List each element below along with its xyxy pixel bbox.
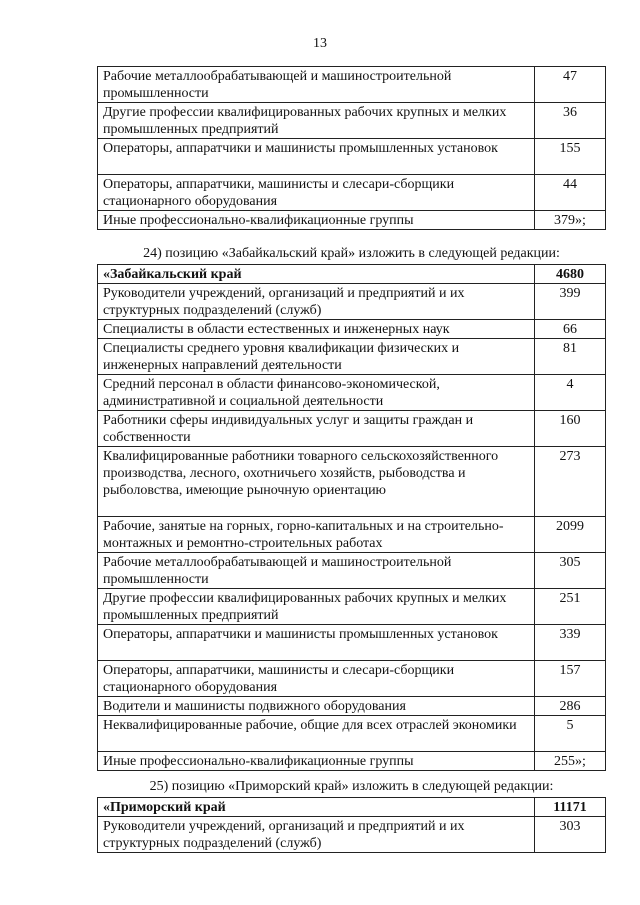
row-label: Водители и машинисты подвижного оборудования xyxy=(98,697,535,716)
row-value: 379»; xyxy=(535,211,606,230)
table-row xyxy=(98,211,606,230)
row-value: 36 xyxy=(535,103,606,139)
row-value: 47 xyxy=(535,67,606,103)
table-row xyxy=(98,175,606,211)
row-value: 66 xyxy=(535,320,606,339)
row-value: 155 xyxy=(535,139,606,175)
region-name: «Забайкальский край xyxy=(98,265,535,284)
row-label: Специалисты среднего уровня квалификации физических и инженерных направлений деятельности xyxy=(98,339,535,375)
row-label: Средний персонал в области финансово-экономической, административной и социальной деятельности xyxy=(98,375,535,411)
row-value: 157 xyxy=(535,661,606,697)
table-row xyxy=(98,103,606,139)
row-label: Иные профессионально-квалификационные группы xyxy=(98,752,535,771)
row-value: 286 xyxy=(535,697,606,716)
region-total: 4680 xyxy=(535,265,606,284)
row-label: Специалисты в области естественных и инженерных наук xyxy=(98,320,535,339)
table-row xyxy=(98,339,606,375)
row-value: 81 xyxy=(535,339,606,375)
row-label: Квалифицированные работники товарного сельскохозяйственного производства, лесного, охотничьего хозяйств, рыбоводства и рыболовства, имеющие рыночную ориентацию xyxy=(98,447,535,517)
table-row xyxy=(98,375,606,411)
row-value: 44 xyxy=(535,175,606,211)
row-value: 4 xyxy=(535,375,606,411)
table-row xyxy=(98,320,606,339)
row-value: 305 xyxy=(535,553,606,589)
table-row xyxy=(98,817,606,853)
row-value: 251 xyxy=(535,589,606,625)
row-label: Рабочие, занятые на горных, горно-капитальных и на строительно-монтажных и ремонтно-строительных работах xyxy=(98,517,535,553)
table-row xyxy=(98,553,606,589)
table-primorsky xyxy=(97,797,606,853)
table-header-row xyxy=(98,798,606,817)
table-row xyxy=(98,752,606,771)
region-name: «Приморский край xyxy=(98,798,535,817)
row-value: 2099 xyxy=(535,517,606,553)
row-value: 339 xyxy=(535,625,606,661)
table-zabaikalsky xyxy=(97,264,606,771)
table-row xyxy=(98,716,606,752)
table-row xyxy=(98,661,606,697)
table-header-row xyxy=(98,265,606,284)
row-label: Неквалифицированные рабочие, общие для всех отраслей экономики xyxy=(98,716,535,752)
row-label: Иные профессионально-квалификационные группы xyxy=(98,211,535,230)
row-label: Работники сферы индивидуальных услуг и защиты граждан и собственности xyxy=(98,411,535,447)
row-label: Операторы, аппаратчики, машинисты и слесари-сборщики стационарного оборудования xyxy=(98,661,535,697)
row-label: Руководители учреждений, организаций и предприятий и их структурных подразделений (служб) xyxy=(98,817,535,853)
paragraph-24: 24) позицию «Забайкальский край» изложить в следующей редакции: xyxy=(143,246,560,261)
row-label: Другие профессии квалифицированных рабочих крупных и мелких промышленных предприятий xyxy=(98,103,535,139)
page-number: 13 xyxy=(313,36,327,51)
row-value: 303 xyxy=(535,817,606,853)
table-continuation xyxy=(97,66,606,230)
row-value: 399 xyxy=(535,284,606,320)
table-row xyxy=(98,517,606,553)
row-label: Операторы, аппаратчики и машинисты промышленных установок xyxy=(98,139,535,175)
paragraph-25: 25) позицию «Приморский край» изложить в следующей редакции: xyxy=(149,779,554,794)
table-row xyxy=(98,625,606,661)
row-value: 160 xyxy=(535,411,606,447)
table-row xyxy=(98,67,606,103)
row-label: Другие профессии квалифицированных рабочих крупных и мелких промышленных предприятий xyxy=(98,589,535,625)
table-row xyxy=(98,284,606,320)
row-label: Рабочие металлообрабатывающей и машиностроительной промышленности xyxy=(98,553,535,589)
row-label: Операторы, аппаратчики и машинисты промышленных установок xyxy=(98,625,535,661)
row-value: 255»; xyxy=(535,752,606,771)
table-row xyxy=(98,139,606,175)
table-row xyxy=(98,697,606,716)
table-row xyxy=(98,447,606,517)
row-label: Рабочие металлообрабатывающей и машиностроительной промышленности xyxy=(98,67,535,103)
region-total: 11171 xyxy=(535,798,606,817)
row-label: Руководители учреждений, организаций и предприятий и их структурных подразделений (служб) xyxy=(98,284,535,320)
row-value: 273 xyxy=(535,447,606,517)
row-label: Операторы, аппаратчики, машинисты и слесари-сборщики стационарного оборудования xyxy=(98,175,535,211)
row-value: 5 xyxy=(535,716,606,752)
table-row xyxy=(98,589,606,625)
table-row xyxy=(98,411,606,447)
